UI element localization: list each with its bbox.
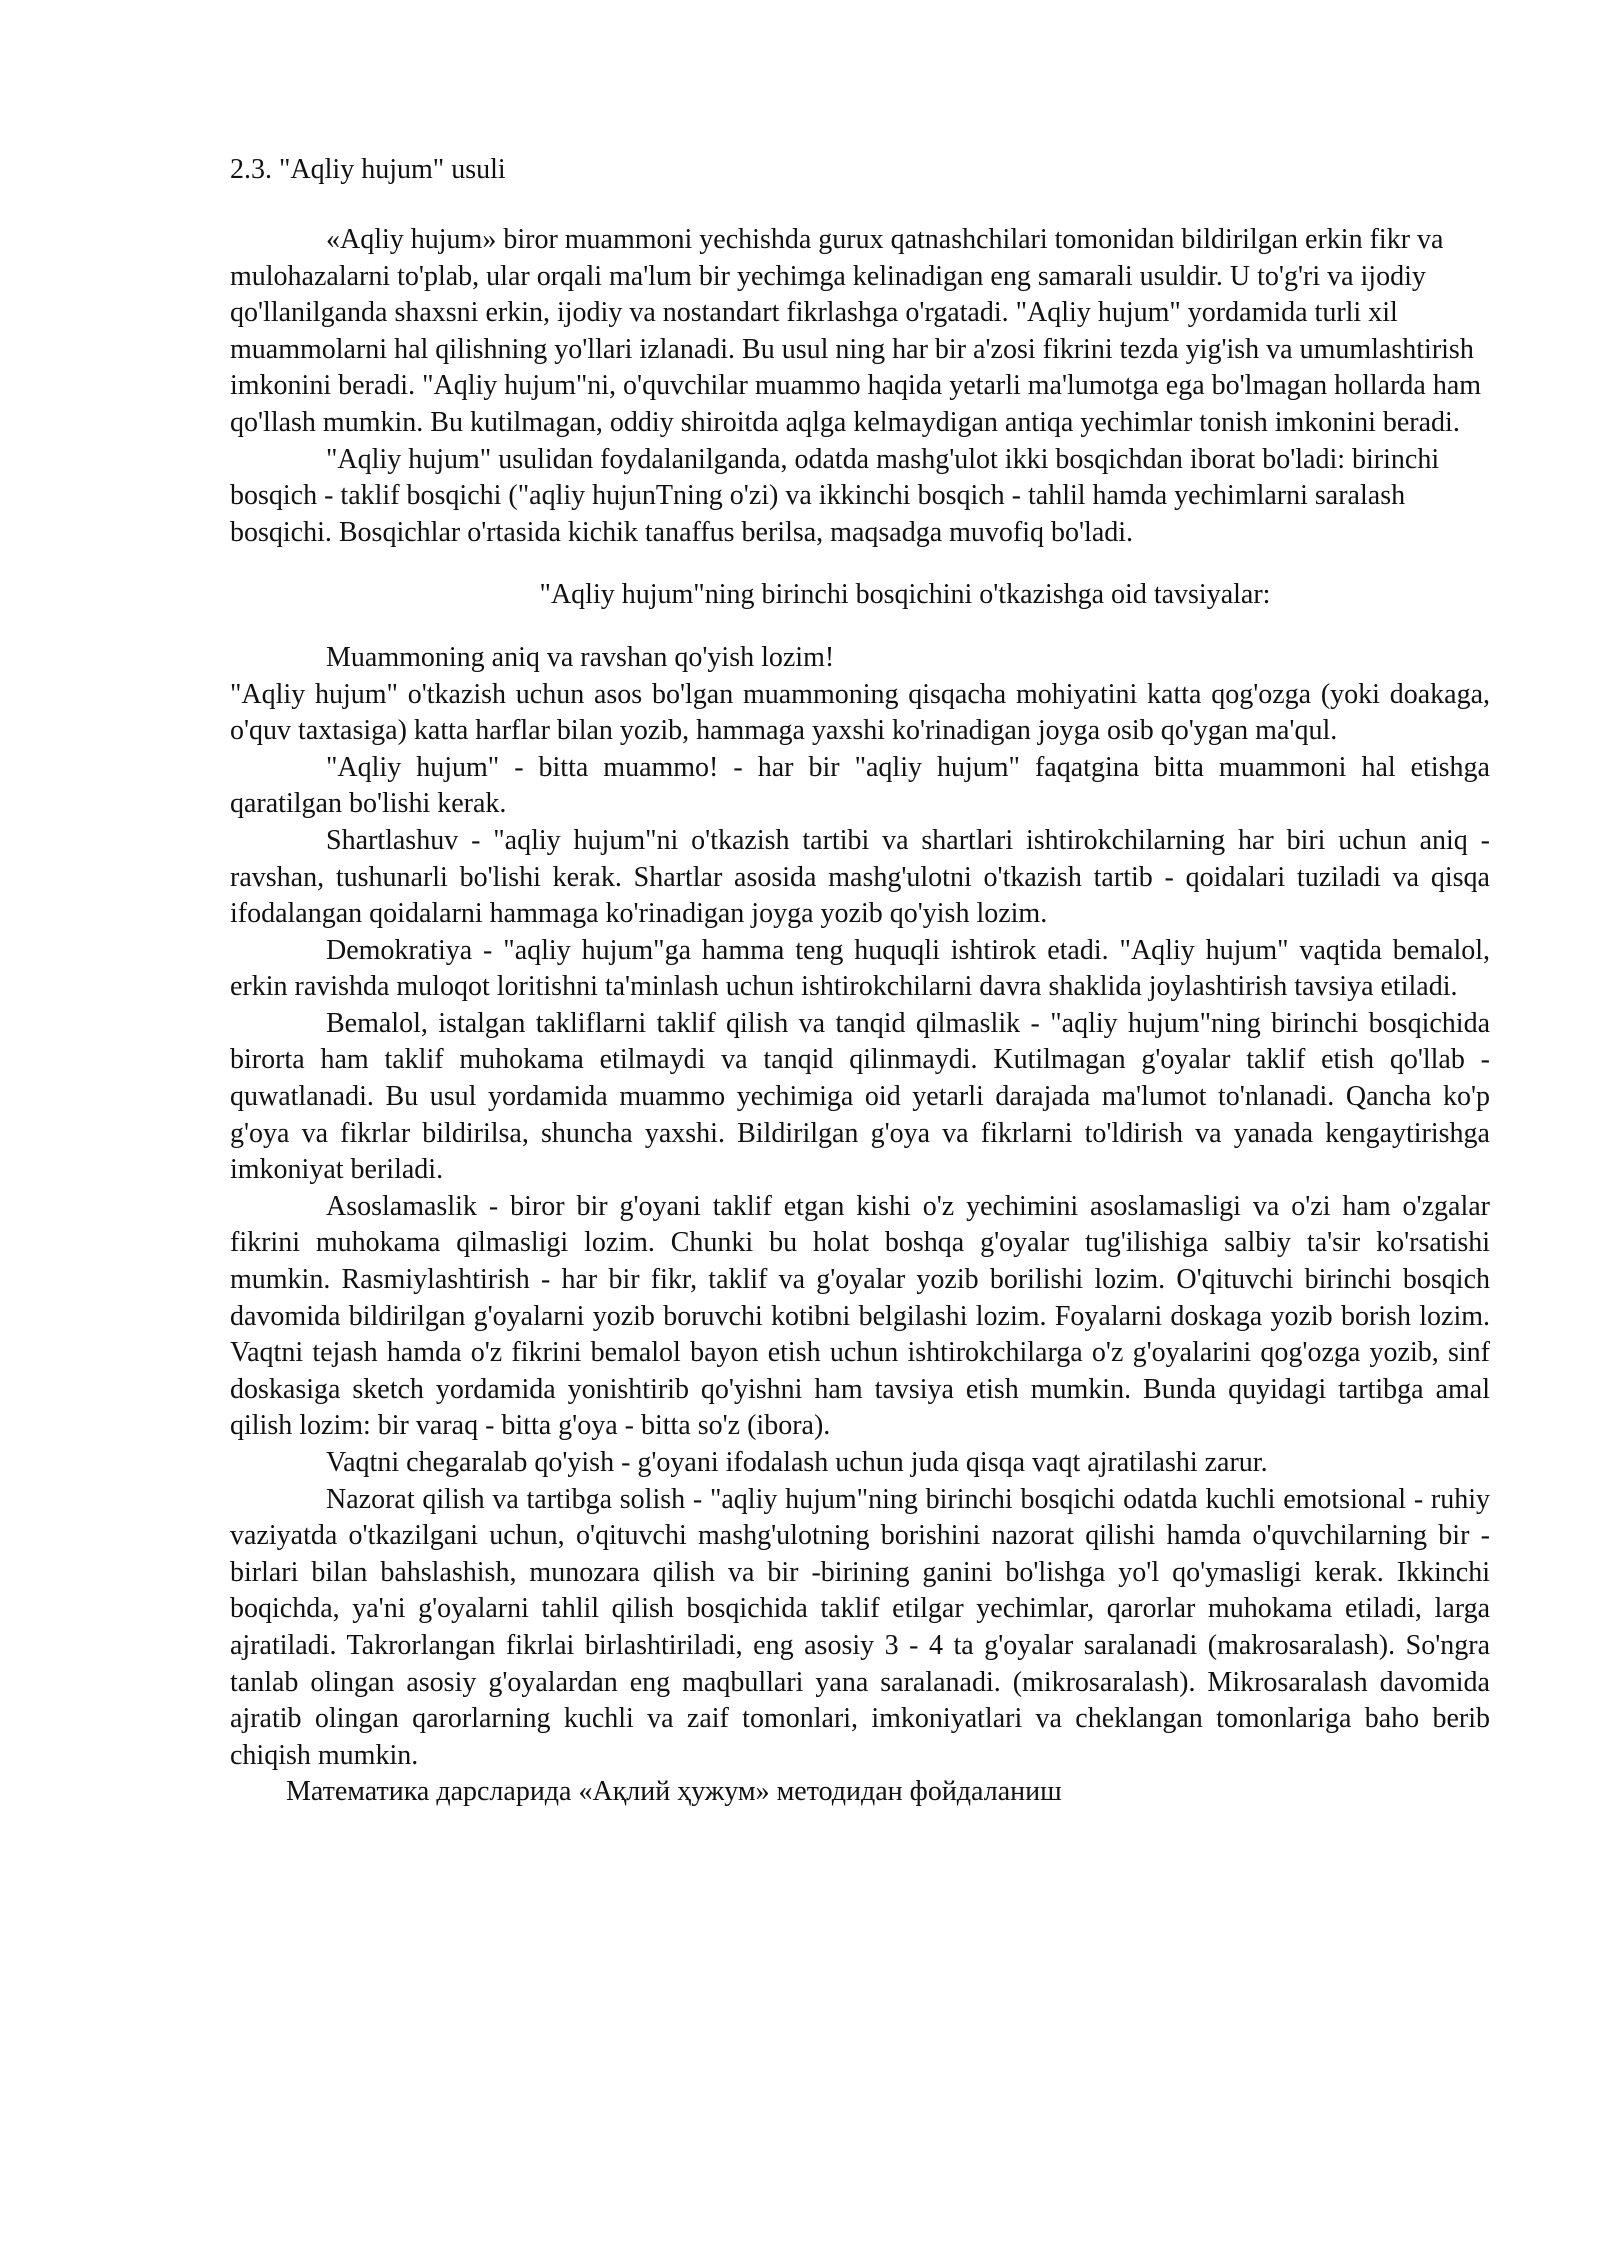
paragraph-no-justification: Asoslamaslik - biror bir g'oyani taklif etgan kishi o'z yechimini asoslamasligi va o'zi ham o'zgalar fikrini muhokama qilmasligi lozim. Chunki bu holat boshqa g'oyalar tug'ilishiga salbiy ta'sir ko'rsatishi mumkin. Rasmiylashtirish - har bir fikr, taklif va g'oyalar yozib borilishi lozim. O'qituvchi birinchi bosqich davomida bildirilgan g'oyalarni yozib boruvchi kotibni belgilashi lozim. Foyalarni doskaga yozib borish lozim. Vaqtni tejash hamda o'z fikrini bemalol bayon etish uchun ishtirokchilarga o'z g'oyalarini qog'ozga yozib, sinf doskasiga sketch yordamida yonishtirib qo'yishni ham tavsiya etish mumkin. Bunda quyidagi tartibga amal qilish lozim: bir varaq - bitta g'oya - bitta so'z (ibora). [230, 1190, 1490, 1442]
paragraph-stages: "Aqliy hujum" usulidan foydalanilganda, odatda mashg'ulot ikki bosqichdan iborat bo'ladi: birinchi bosqich - taklif bosqichi ("aqliy hujunTning o'zi) va ikkinchi bosqich - tahlil hamda yechimlarni saralash bosqichi. Bosqichlar o'rtasida kichik tanaffus berilsa, maqsadga muvofiq bo'ladi. [230, 443, 1440, 548]
paragraph-intro: «Aqliy hujum» biror muammoni yechishda gurux qatnashchilari tomonidan bildirilgan erkin fikr va mulohazalarni to'plab, ular orqali ma'lum bir yechimga kelinadigan eng samarali usuldir. U to'g'ri va ijodiy qo'llanilganda shaxsni erkin, ijodiy va nostandart fikrlashga o'rgatadi. "Aqliy hujum" yordamida turli xil muammolarni hal qilishning yo'llari izlanadi. Bu usul ning har bir a'zosi fikrini tezda yig'ish va umumlashtirish imkonini beradi. "Aqliy hujum"ni, o'quvchilar muammo haqida yetarli ma'lumotga ega bo'lmagan hollarda ham qo'llash mumkin. Bu kutilmagan, oddiy shiroitda aqlga kelmaydigan antiqa yechimlar tonish imkonini beradi. [230, 224, 1482, 438]
paragraph-problem-statement: Muammoning aniq va ravshan qo'yish lozim! [326, 641, 835, 673]
paragraph-democracy: Demokratiya - "aqliy hujum"ga hamma teng huquqli ishtirok etadi. "Aqliy hujum" vaqtida bemalol, erkin ravishda muloqot loritishni ta'minlash uchun ishtirokchilarni davra shaklida joylashtirish tavsiya etiladi. [230, 934, 1490, 1003]
paragraph-no-criticism: Bemalol, istalgan takliflarni taklif qilish va tanqid qilmaslik - "aqliy hujum"ning birinchi bosqichida birorta ham taklif muhokama etilmaydi va tanqid qilinmaydi. Kutilmagan g'oyalar taklif etish qo'llab -quwatlanadi. Bu usul yordamida muammo yechimiga oid yetarli darajada ma'lumot to'nlanadi. Qancha ko'p g'oya va fikrlar bildirilsa, shuncha yaxshi. Bildirilgan g'oya va fikrlarni to'ldirish va yanada kengaytirishga imkoniyat beriladi. [230, 1007, 1490, 1186]
document-body [230, 222, 1490, 1811]
paragraph-one-problem: "Aqliy hujum" - bitta muammo! - har bir "aqliy hujum" faqatgina bitta muammoni hal etishga qaratilgan bo'lishi kerak. [230, 751, 1490, 820]
paragraph-problem-detail: "Aqliy hujum" o'tkazish uchun asos bo'lgan muammoning qisqacha mohiyatini katta qog'ozga (yoki doakaga, o'quv taxtasiga) katta harflar bilan yozib, hammaga yaxshi ko'rinadigan joyga osib qo'ygan ma'qul. [230, 678, 1490, 747]
paragraph-control: Nazorat qilish va tartibga solish - "aqliy hujum"ning birinchi bosqichi odatda kuchli emotsional - ruhiy vaziyatda o'tkazilgani uchun, o'qituvchi mashg'ulotning borishini nazorat qilishi hamda o'quvchilarning bir -birlari bilan bahslashish, munozara qilish va bir -birining ganini bo'lishga yo'l qo'ymasligi kerak. Ikkinchi boqichda, ya'ni g'oyalarni tahlil qilish bosqichida taklif etilgar yechimlar, qarorlar muhokama etiladi, larga ajratiladi. Takrorlangan fikrlai birlashtiriladi, eng asosiy 3 - 4 ta g'oyalar saralanadi (makrosaralash). So'ngra tanlab olingan asosiy g'oyalardan eng maqbullari yana saralanadi. (mikrosaralash). Mikrosaralash davomida ajratib olingan qarorlarning kuchli va zaif tomonlari, imkoniyatlari va cheklangan tomonlariga baho berib chiqish mumkin. [230, 1483, 1490, 1771]
recommendations-heading: "Aqliy hujum"ning birinchi bosqichini o'tkazishga oid tavsiyalar: [539, 579, 1271, 611]
section-heading: 2.3. "Aqliy hujum" usuli [230, 154, 506, 185]
paragraph-math-lessons: Математика дарсларида «Ақлий ҳужум» методидан фойдаланиш [286, 1776, 1062, 1808]
paragraph-agreement: Shartlashuv - "aqliy hujum"ni o'tkazish tartibi va shartlari ishtirokchilarning har biri uchun aniq - ravshan, tushunarli bo'lishi kerak. Shartlar asosida mashg'ulotni o'tkazish tartib - qoidalari tuziladi va qisqa ifodalangan qoidalarni hammaga ko'rinadigan joyga yozib qo'yish lozim. [230, 824, 1490, 930]
paragraph-time-limit: Vaqtni chegaralab qo'yish - g'oyani ifodalash uchun juda qisqa vaqt ajratilashi zarur. [326, 1447, 1268, 1478]
